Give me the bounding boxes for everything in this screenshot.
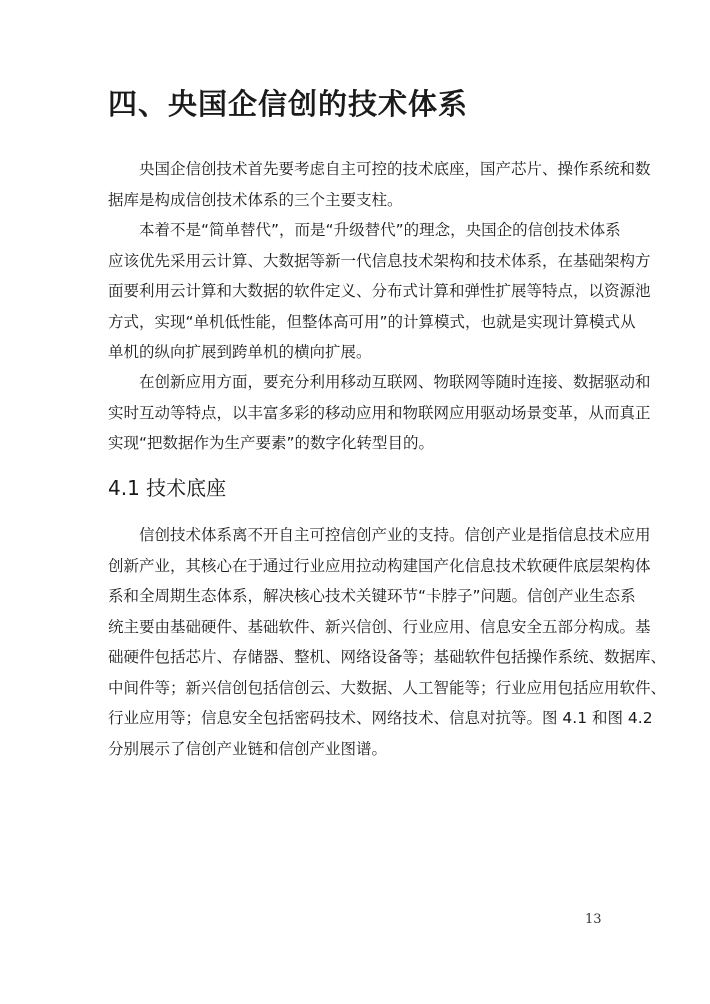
text-line: 面要利用云计算和大数据的软件定义、分布式计算和弹性扩展等特点，以资源池: [108, 282, 651, 300]
text-line: 中间件等；新兴信创包括信创云、大数据、人工智能等；行业应用包括应用软件、: [108, 678, 667, 697]
text-line: 单机的纵向扩展到跨单机的横向扩展。: [108, 343, 372, 361]
text-line: 行业应用等；信息安全包括密码技术、网络技术、信息对抗等。图 4.1 和图 4.2: [108, 709, 653, 727]
text-line: 本着不是“简单替代”，而是“升级替代”的理念，央国企的信创技术体系: [139, 221, 621, 239]
chapter-title: 四、央国企信创的技术体系: [108, 87, 469, 121]
text-line: 创新产业，其核心在于通过行业应用拉动构建国产化信息技术软硬件底层架构体: [108, 556, 651, 575]
paragraph-innovative-applications: [108, 367, 651, 459]
text-line: 分别展示了信创产业链和信创产业图谱。: [108, 739, 388, 758]
text-line: 系和全周期生态体系，解决核心技术关键环节“卡脖子”问题。信创产业生态系: [108, 587, 636, 605]
text-line: 应该优先采用云计算、大数据等新一代信息技术架构和技术体系，在基础架构方: [108, 251, 651, 270]
section-heading: 4.1 技术底座: [108, 476, 227, 500]
text-line: 在创新应用方面，要充分利用移动互联网、物联网等随时连接、数据驱动和: [139, 373, 651, 391]
text-line: 信创技术体系离不开自主可控信创产业的支持。信创产业是指信息技术应用: [139, 526, 651, 544]
paragraph-tech-foundation-intro: [108, 154, 651, 215]
text-line: 据库是构成信创技术体系的三个主要支柱。: [108, 190, 403, 209]
text-line: 统主要由基础硬件、基础软件、新兴信创、行业应用、信息安全五部分构成。基: [108, 617, 651, 636]
page-number: 13: [585, 912, 602, 927]
paragraph-upgrade-replacement: [108, 215, 651, 368]
text-line: 实时互动等特点，以丰富多彩的移动应用和物联网应用驱动场景变革，从而真正: [108, 403, 651, 422]
text-line: 础硬件包括芯片、存储器、整机、网络设备等；基础软件包括操作系统、数据库、: [108, 648, 667, 666]
text-line: 央国企信创技术首先要考虑自主可控的技术底座，国产芯片、操作系统和数: [139, 160, 651, 178]
text-line: 实现“把数据作为生产要素”的数字化转型目的。: [108, 434, 435, 452]
paragraph-xinchuang-industry: [108, 520, 667, 764]
text-line: 方式，实现“单机低性能，但整体高可用”的计算模式，也就是实现计算模式从: [108, 312, 636, 331]
